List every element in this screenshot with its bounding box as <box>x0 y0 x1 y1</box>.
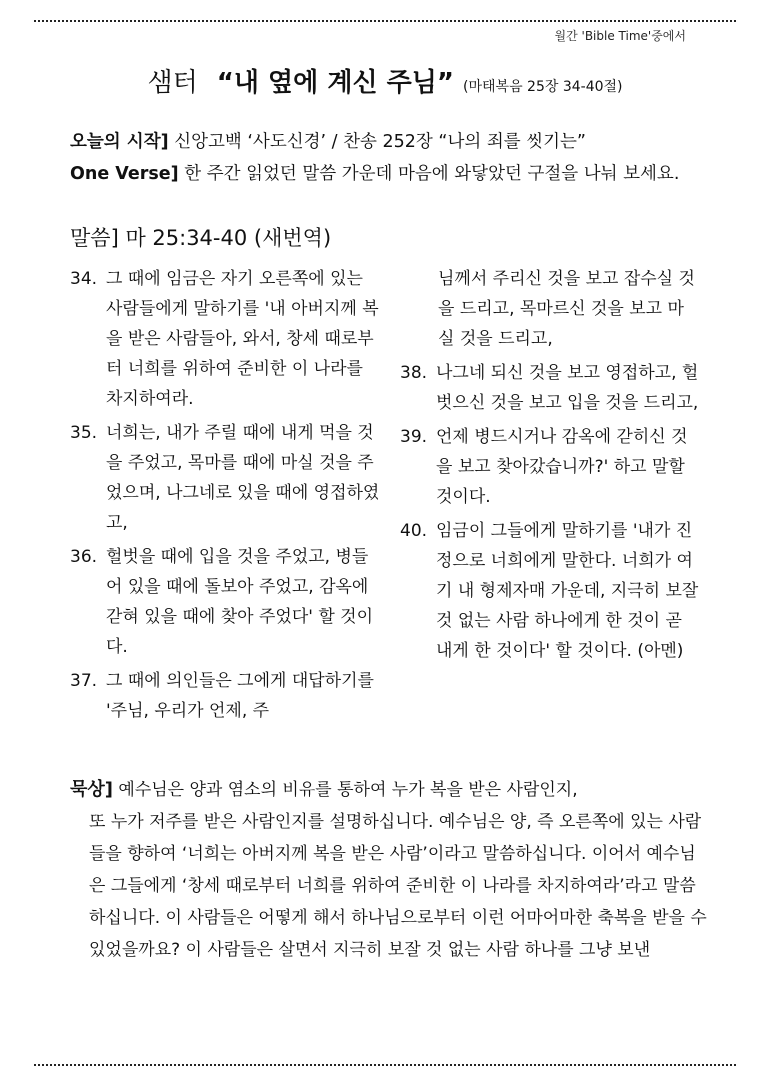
meditation-section <box>70 774 710 966</box>
verse-number: 38. <box>400 363 428 383</box>
title-main: 샘터 <box>147 68 198 98</box>
intro-verse-label: One Verse] <box>70 164 179 184</box>
verse-text: 언제 병드시거나 감옥에 갇히신 것을 보고 찾아갔습니까?' 하고 말할 것이다. <box>436 427 688 507</box>
verse-number: 34. <box>70 269 98 289</box>
verse-number: 35. <box>70 423 98 443</box>
verse-37-continuation <box>438 264 700 354</box>
meditation-first-text: 예수님은 양과 염소의 비유를 통하여 누가 복을 받은 사람인지, <box>113 780 578 800</box>
intro-start-label: 오늘의 시작] <box>70 132 169 152</box>
intro-start-line <box>70 128 586 153</box>
verse-40 <box>400 516 700 666</box>
verse-text: 헐벗을 때에 입을 것을 주었고, 병들어 있을 때에 돌보아 주었고, 감옥에 갇혀 있을 때에 찾아 주었다' 할 것이다. <box>106 547 374 657</box>
verse-number: 39. <box>400 427 428 447</box>
intro-verse-line <box>70 160 679 185</box>
meditation-body: 또 누가 저주를 받은 사람인지를 설명하십니다. 예수님은 양, 즉 오른쪽에 있는 사람들을 향하여 ‘너희는 아버지께 복을 받은 사람’이라고 말씀하십니다. 이어서 예수님은 그들에게 ‘창세 때로부터 너희를 위하여 준비한 이 나라를 차지하여라’라고 말씀하십니다. 이 사람들은 어떻게 해서 하나님으로부터 이런 어마어마한 축복을 받을 수 있었을까요? 이 사람들은 살면서 지극히 보잘 것 없는 사람 하나를 그냥 보낸 <box>89 812 707 960</box>
meditation-label: 묵상] <box>70 779 114 800</box>
verse-number: 37. <box>70 671 98 691</box>
verse-34 <box>70 264 380 414</box>
scripture-right-column <box>400 264 700 670</box>
verse-text: 그 때에 의인들은 그에게 대답하기를 '주님, 우리가 언제, 주 <box>106 671 374 721</box>
verse-text: 나그네 되신 것을 보고 영접하고, 헐벗으신 것을 보고 입을 것을 드리고, <box>436 363 699 413</box>
source-note: 월간 'Bible Time'중에서 <box>554 29 686 43</box>
intro-start-text: 신앙고백 ‘사도신경’ / 찬송 252장 “나의 죄를 씻기는” <box>168 132 586 152</box>
verse-number: 40. <box>400 521 428 541</box>
verse-35 <box>70 418 380 538</box>
verse-39 <box>400 422 700 512</box>
title-quote: “내 옆에 계신 주님” <box>216 68 454 98</box>
verse-text: 그 때에 임금은 자기 오른쪽에 있는 사람들에게 말하기를 '내 아버지께 복을 받은 사람들아, 와서, 창세 때로부터 너희를 위하여 준비한 이 나라를 차지하여라. <box>106 269 379 409</box>
bottom-dotted-rule <box>34 1064 736 1066</box>
top-dotted-rule <box>34 20 736 22</box>
page-title <box>0 62 770 99</box>
verse-37 <box>70 666 380 726</box>
scripture-left-column <box>70 264 380 730</box>
meditation-first-line <box>70 774 710 806</box>
verse-36 <box>70 542 380 662</box>
intro-verse-text: 한 주간 읽었던 말씀 가운데 마음에 와닿았던 구절을 나눠 보세요. <box>178 164 680 184</box>
verse-text: 너희는, 내가 주릴 때에 내게 먹을 것을 주었고, 목마를 때에 마실 것을 주었으며, 나그네로 있을 때에 영접하였고, <box>106 423 380 533</box>
title-reference: (마태복음 25장 34-40절) <box>463 79 623 95</box>
scripture-heading: 말씀] 마 25:34-40 (새번역) <box>70 226 332 250</box>
verse-text: 님께서 주리신 것을 보고 잡수실 것을 드리고, 목마르신 것을 보고 마실 것을 드리고, <box>438 269 695 349</box>
verse-text: 임금이 그들에게 말하기를 '내가 진정으로 너희에게 말한다. 너희가 여기 내 형제자매 가운데, 지극히 보잘 것 없는 사람 하나에게 한 것이 곧 내게 한 것이다' 할 것이다. (아멘) <box>436 521 699 661</box>
verse-38 <box>400 358 700 418</box>
verse-number: 36. <box>70 547 98 567</box>
